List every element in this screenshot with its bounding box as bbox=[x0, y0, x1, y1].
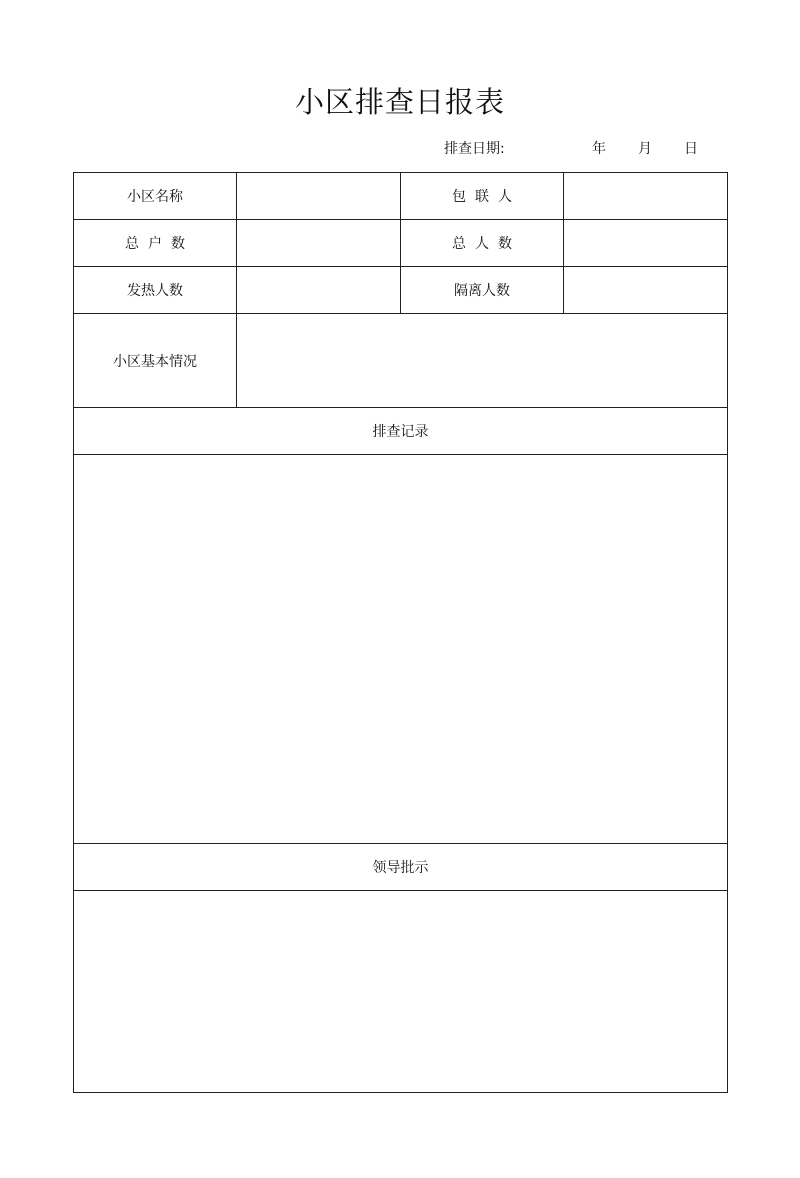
fever-people-field[interactable] bbox=[237, 267, 401, 314]
basic-info-field[interactable] bbox=[237, 314, 728, 408]
total-people-label: 总人数 bbox=[401, 220, 564, 267]
row-fever bbox=[74, 267, 728, 314]
records-field[interactable] bbox=[74, 455, 728, 844]
row-community-name bbox=[74, 173, 728, 220]
row-records-content bbox=[74, 455, 728, 844]
row-households bbox=[74, 220, 728, 267]
date-day-label: 日 bbox=[684, 141, 698, 157]
records-heading: 排查记录 bbox=[74, 408, 728, 455]
report-form-table bbox=[73, 172, 728, 1093]
date-label: 排查日期: bbox=[444, 141, 505, 157]
community-name-field[interactable] bbox=[237, 173, 401, 220]
date-month-label: 月 bbox=[638, 141, 652, 157]
isolated-people-label: 隔离人数 bbox=[401, 267, 564, 314]
isolated-people-field[interactable] bbox=[564, 267, 728, 314]
date-line bbox=[0, 138, 800, 160]
basic-info-label: 小区基本情况 bbox=[74, 314, 237, 408]
households-label: 总户数 bbox=[74, 220, 237, 267]
instructions-field[interactable] bbox=[74, 891, 728, 1093]
liaison-field[interactable] bbox=[564, 173, 728, 220]
instructions-heading: 领导批示 bbox=[74, 844, 728, 891]
households-field[interactable] bbox=[237, 220, 401, 267]
fever-people-label: 发热人数 bbox=[74, 267, 237, 314]
row-instructions-content bbox=[74, 891, 728, 1093]
community-name-label: 小区名称 bbox=[74, 173, 237, 220]
row-basic-info bbox=[74, 314, 728, 408]
date-year-label: 年 bbox=[592, 141, 606, 157]
total-people-field[interactable] bbox=[564, 220, 728, 267]
page-title: 小区排查日报表 bbox=[294, 85, 505, 119]
liaison-label: 包联人 bbox=[401, 173, 564, 220]
row-records-heading bbox=[74, 408, 728, 455]
row-instructions-heading bbox=[74, 844, 728, 891]
